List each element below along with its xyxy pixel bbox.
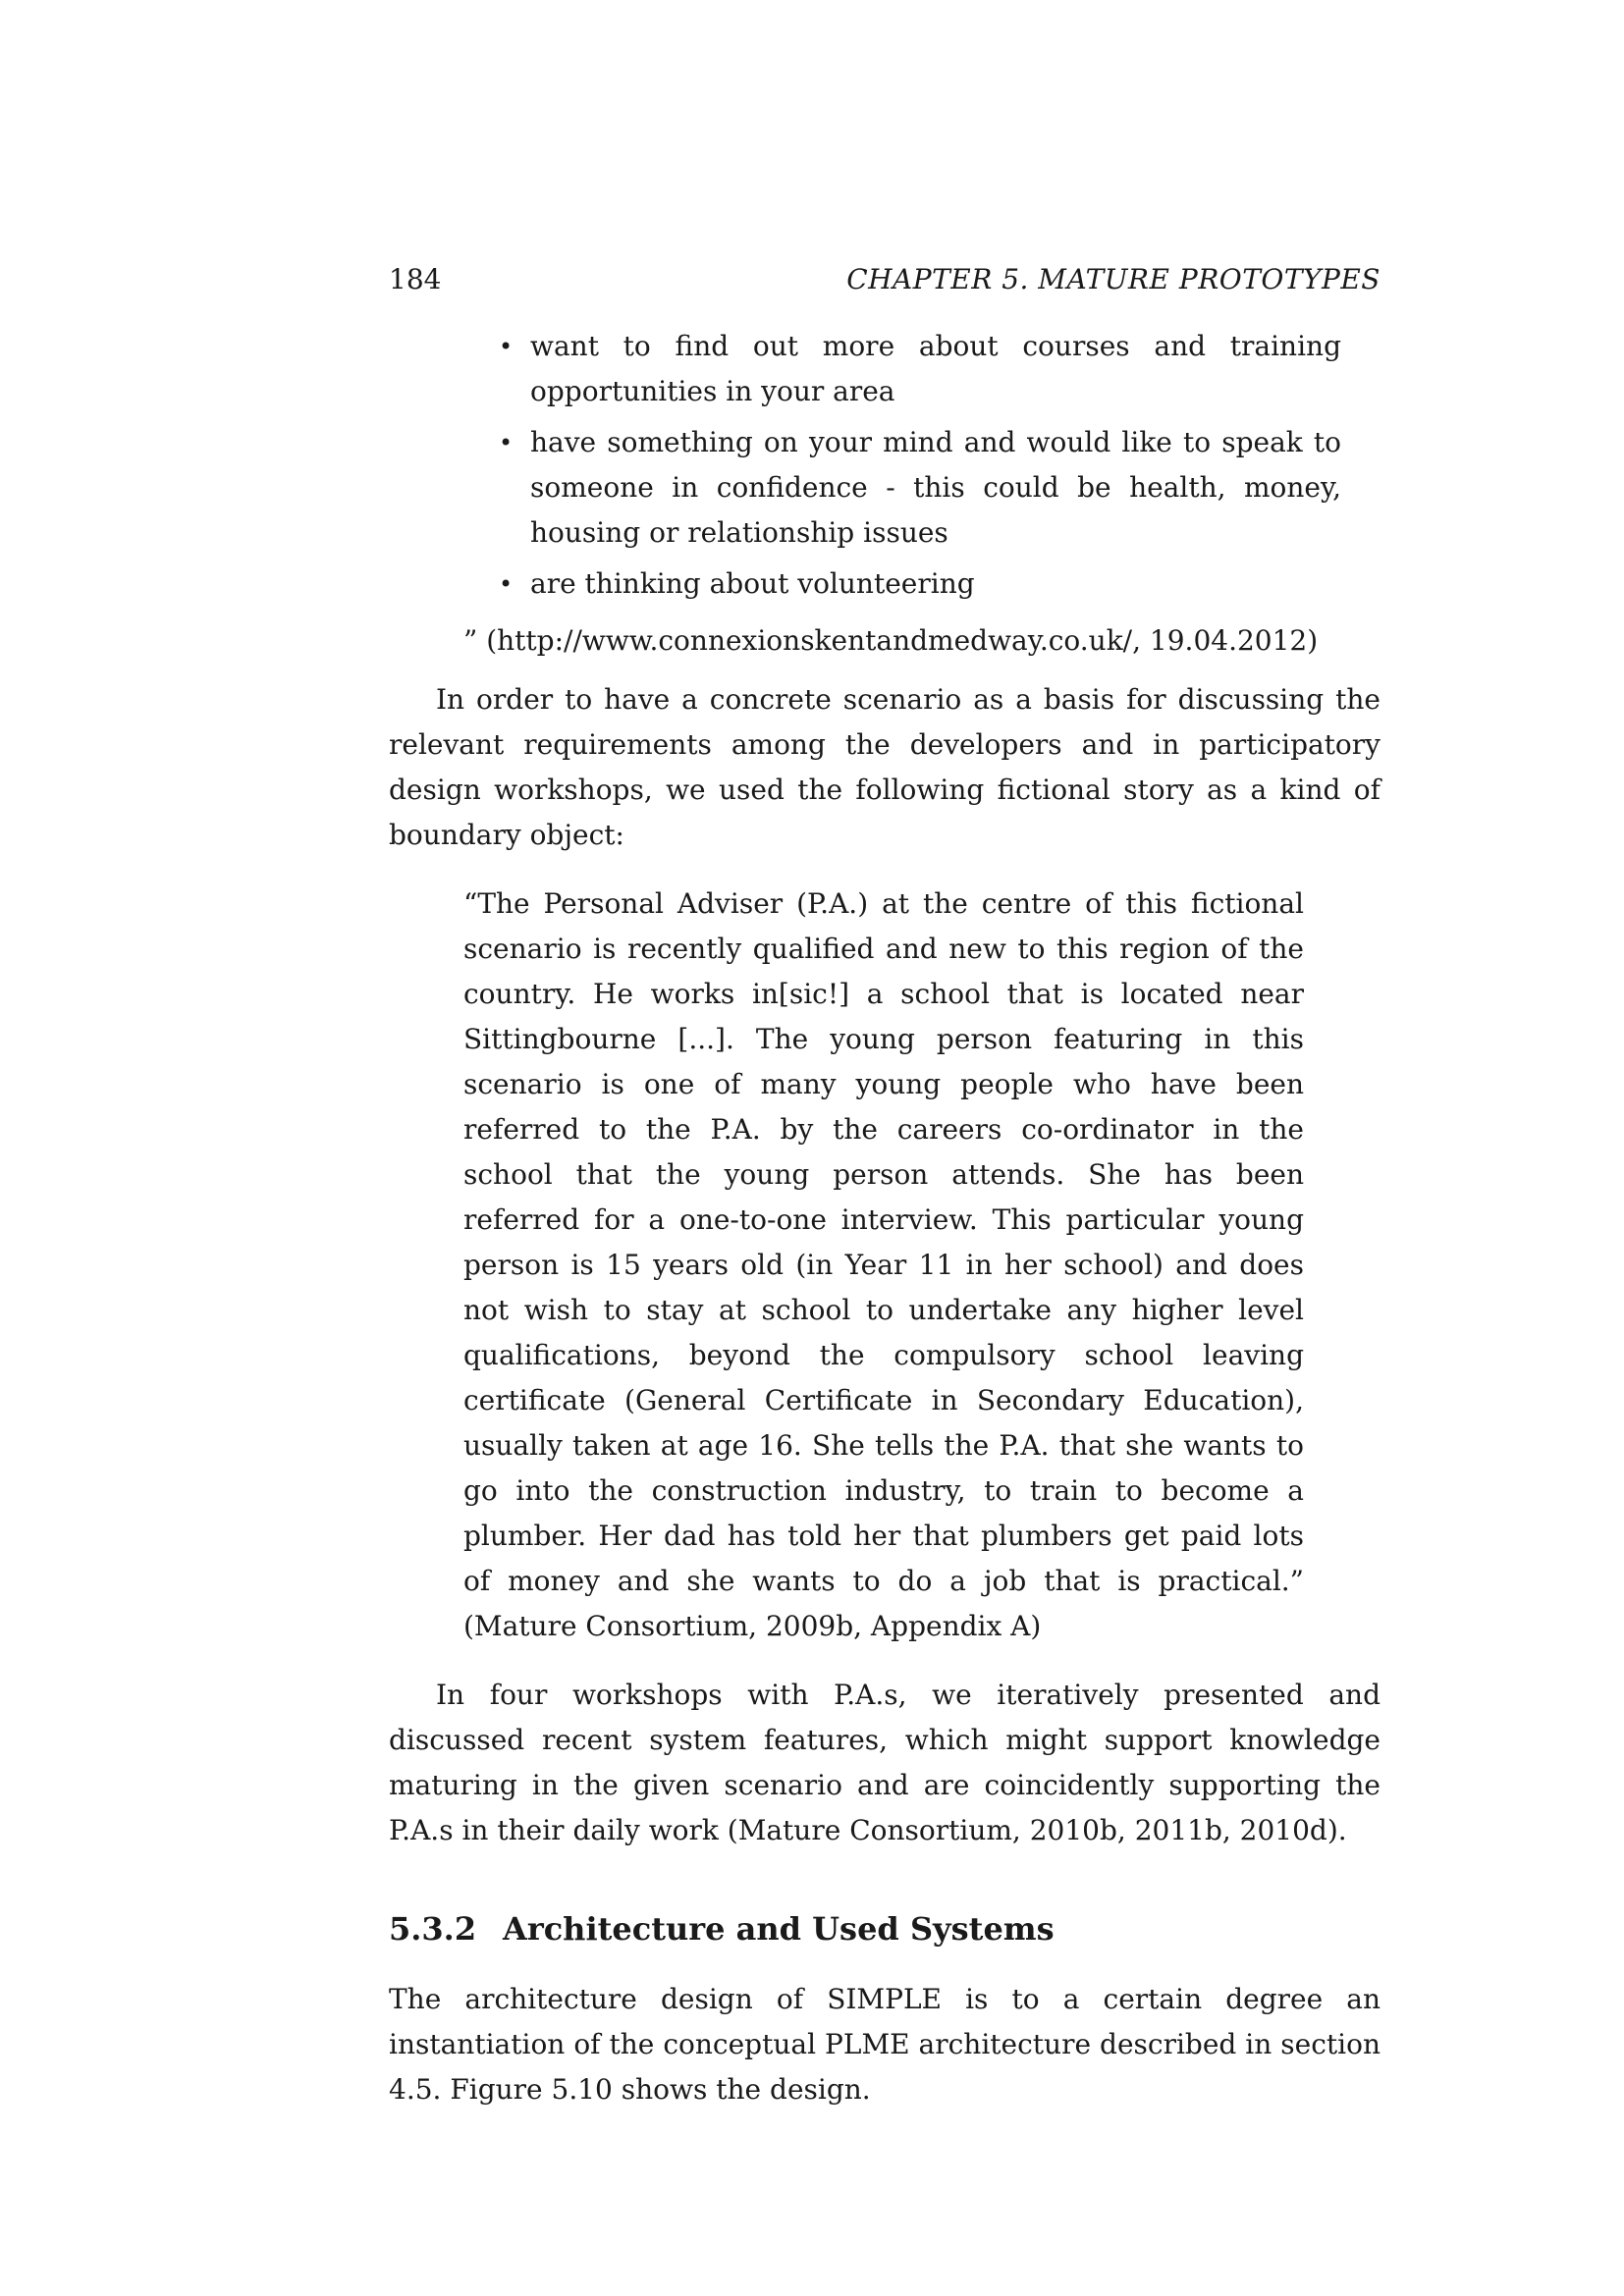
chapter-title: CHAPTER 5. MATURE PROTOTYPES (846, 263, 1380, 295)
paragraph: In order to have a concrete scenario as a basis for discussing the relevant requirements among the developers and in participatory design workshops, we used the following fictional story as a kind of boundary object: (389, 683, 1380, 851)
bullet-icon: • (499, 429, 514, 456)
section-heading (389, 1906, 1380, 1951)
quote-citation: ” (http://www.connexionskentandmedway.co.uk/, 19.04.2012) (463, 624, 1319, 657)
section-title: Architecture and Used Systems (503, 1910, 1055, 1948)
bullet-list (389, 324, 1341, 607)
page-number: 184 (389, 263, 442, 295)
bullet-icon: • (499, 570, 514, 598)
block-quote: “The Personal Adviser (P.A.) at the centre of this fictional scenario is recently qualified and new to this region of the country. He works in[sic!] a school that is located near Sittingbourne [...]. The young person featuring in this scenario is one of many young people who have been referred to the P.A. by the careers co-ordinator in the school that the young person attends. She has been referred for a one-to-one interview. This particular young person is 15 years old (in Year 11 in her school) and does not wish to stay at school to undertake any higher level qualifications, beyond the compulsory school leaving certificate (General Certificate in Secondary Education), usually taken at age 16. She tells the P.A. that she wants to go into the construction industry, to train to become a plumber. Her dad has told her that plumbers get paid lots of money and she wants to do a job that is practical.” (Mature Consortium, 2009b, Appendix A) (463, 887, 1304, 1642)
list-item: • have something on your mind and would like to speak to someone in confidence - this could be health, money, housing or relationship issues (530, 420, 1341, 556)
paragraph: In four workshops with P.A.s, we iteratively presented and discussed recent system features, which might support knowledge maturing in the given scenario and are coincidently supporting the P.A.s in their daily work (Mature Consortium, 2010b, 2011b, 2010d). (389, 1679, 1380, 1846)
list-item: • want to find out more about courses and training opportunities in your area (530, 324, 1341, 414)
bullet-icon: • (499, 333, 514, 360)
list-item: • are thinking about volunteering (530, 561, 1341, 607)
page (389, 257, 1380, 2112)
running-head (389, 257, 1380, 302)
section-number: 5.3.2 (389, 1910, 477, 1948)
paragraph: The architecture design of SIMPLE is to a certain degree an instantiation of the conceptual PLME architecture described in section 4.5. Figure 5.10 shows the design. (389, 1983, 1380, 2106)
